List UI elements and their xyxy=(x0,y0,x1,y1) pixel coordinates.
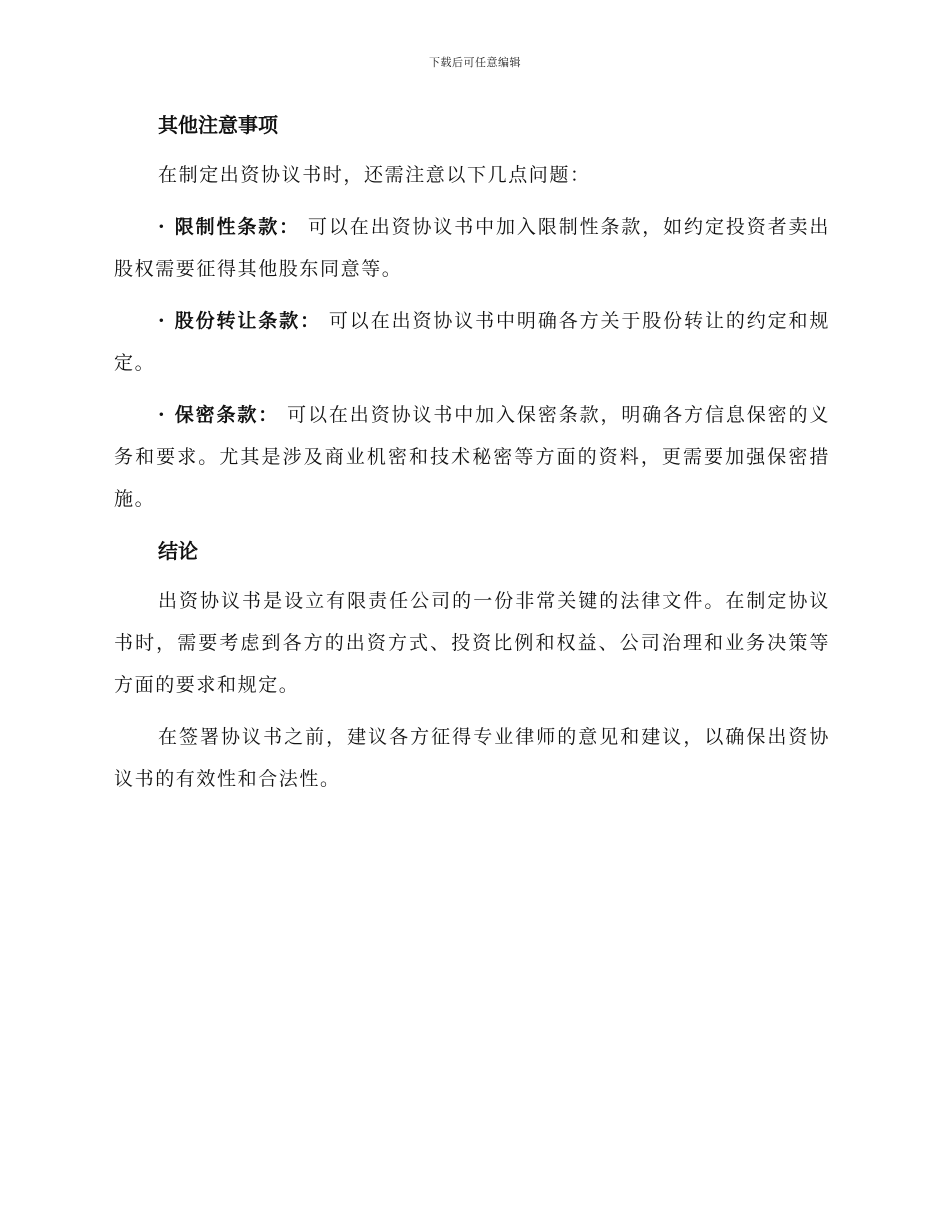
bullet-label: · 保密条款： xyxy=(158,404,280,426)
section-intro: 在制定出资协议书时，还需注意以下几点问题： xyxy=(158,164,591,186)
document-body xyxy=(114,104,830,800)
bullet-item-share-transfer-clause xyxy=(114,300,830,384)
section-title-other-notes: 其他注意事项 xyxy=(158,113,278,137)
bullet-text: 可以在出资协议书中加入保密条款，明确各方信息保密的义务和要求。尤其是涉及商业机密和技术秘密等方面的资料，更需要加强保密措施。 xyxy=(114,404,831,510)
bullet-item-confidentiality-clause xyxy=(114,394,830,520)
page-header: 下载后可任意编辑 xyxy=(429,56,521,69)
conclusion-paragraph: 在签署协议书之前，建议各方征得专业律师的意见和建议，以确保出资协议书的有效性和合法性。 xyxy=(114,726,830,790)
section-title-conclusion: 结论 xyxy=(158,539,198,563)
bullet-label: · 股份转让条款： xyxy=(158,310,321,332)
bullet-text: 可以在出资协议书中明确各方关于股份转让的约定和规定。 xyxy=(114,310,831,374)
bullet-item-restrictive-clause xyxy=(114,206,830,290)
conclusion-paragraph: 出资协议书是设立有限责任公司的一份非常关键的法律文件。在制定协议书时，需要考虑到各方的出资方式、投资比例和权益、公司治理和业务决策等方面的要求和规定。 xyxy=(114,590,830,696)
bullet-text: 可以在出资协议书中加入限制性条款，如约定投资者卖出股权需要征得其他股东同意等。 xyxy=(114,216,831,280)
bullet-label: · 限制性条款： xyxy=(158,216,301,238)
